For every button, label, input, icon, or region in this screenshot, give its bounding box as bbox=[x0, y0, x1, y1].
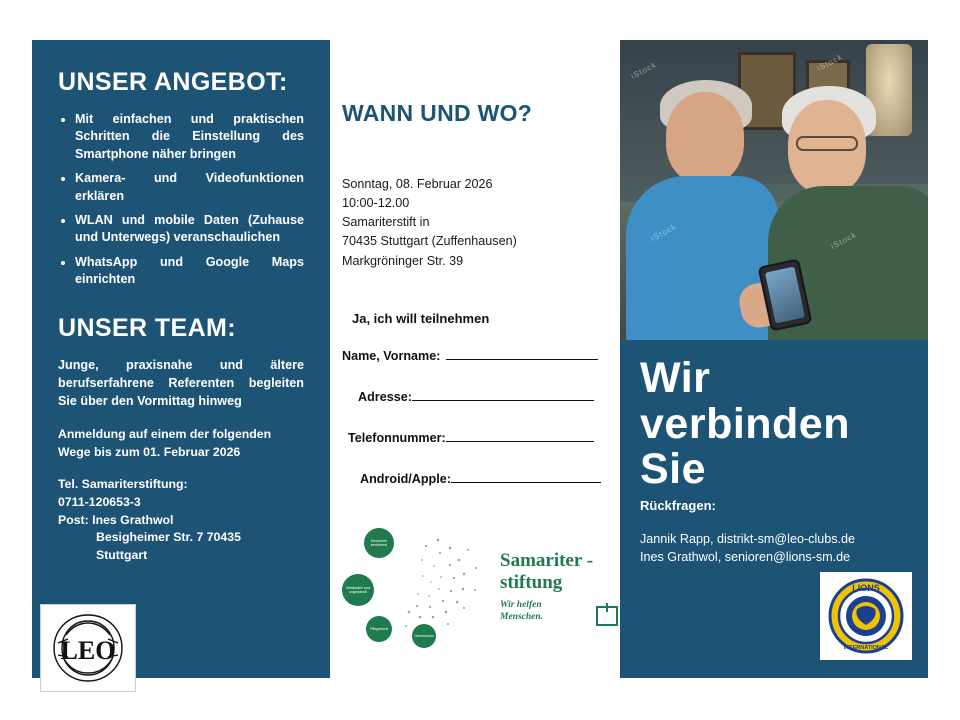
contact-email-2: Ines Grathwol, senioren@lions-sm.de bbox=[640, 550, 851, 565]
lions-logo-bottom-text: INTERNATIONAL bbox=[843, 645, 889, 651]
phone-label: Tel. Samariterstiftung: bbox=[58, 476, 188, 491]
form-row-address bbox=[342, 389, 602, 404]
samariter-line1: Samariter - bbox=[500, 550, 594, 571]
samariterstiftung-wordmark bbox=[500, 550, 620, 623]
questions-label: Rückfragen: bbox=[640, 498, 716, 513]
title-line-3: Sie bbox=[640, 445, 707, 494]
left-panel bbox=[32, 40, 330, 678]
post-label: Post: Ines Grathwol bbox=[58, 512, 174, 527]
watermark-text: iStock bbox=[829, 230, 859, 251]
watermark-text: iStock bbox=[649, 222, 679, 243]
samariter-claim1: Wir helfen bbox=[500, 599, 542, 610]
post-street: Besigheimer Str. 7 70435 bbox=[96, 530, 241, 545]
signup-note: Anmeldung auf einem der folgenden Wege bis zum 01. Februar 2026 bbox=[58, 427, 272, 460]
samariter-claim2: Menschen. bbox=[500, 611, 544, 622]
form-label-device: Android/Apple: bbox=[360, 471, 451, 486]
device-input[interactable] bbox=[451, 471, 601, 483]
samariter-line2: stiftung bbox=[500, 571, 563, 593]
spiral-bubble: Verlässlich und zugewandt bbox=[342, 574, 374, 606]
name-input[interactable] bbox=[446, 348, 598, 360]
form-row-device bbox=[342, 471, 602, 486]
form-label-phone: Telefonnummer: bbox=[348, 430, 446, 445]
phone-input[interactable] bbox=[446, 430, 594, 442]
samariter-house-icon bbox=[596, 602, 618, 626]
spiral-bubble: Menschen berührend bbox=[364, 528, 394, 558]
form-row-phone bbox=[342, 430, 602, 445]
event-date: Sonntag, 08. Februar 2026 bbox=[342, 177, 493, 191]
list-item: • Kamera- und Videofunktionen erklären bbox=[75, 170, 304, 205]
contact-email-1: Jannik Rapp, distrikt-sm@leo-clubs.de bbox=[640, 532, 856, 546]
leo-logo-text: LEO bbox=[60, 636, 116, 665]
offer-heading: UNSER ANGEBOT: bbox=[58, 68, 288, 96]
leo-club-logo bbox=[40, 604, 136, 692]
samariterstiftung-logo-area bbox=[340, 520, 620, 670]
offer-list bbox=[58, 111, 304, 288]
event-street: Markgröninger Str. 39 bbox=[342, 253, 464, 268]
spiral-bubble: Pflegerisch bbox=[366, 616, 392, 642]
phone-number: 0711-120653-3 bbox=[58, 494, 141, 509]
list-item: • WhatsApp und Google Maps einrichten bbox=[75, 254, 304, 289]
team-heading: UNSER TEAM: bbox=[58, 314, 237, 343]
list-item: • Mit einfachen und praktischen Schritten die Einstellung des Smartphone näher bringen bbox=[75, 111, 304, 163]
title-line-2: verbinden bbox=[640, 399, 850, 448]
when-where-heading: WANN UND WO? bbox=[342, 100, 533, 126]
form-label-address: Adresse: bbox=[358, 389, 412, 404]
list-item: • WLAN und mobile Daten (Zuhause und Unterwegs) veranschaulichen bbox=[75, 212, 304, 247]
seniors-with-smartphone-photo bbox=[620, 40, 928, 340]
team-text: Junge, praxisnahe und ältere berufserfahrene Referenten begleiten Sie über den Vormittag hinweg bbox=[58, 358, 304, 408]
watermark-text: iStock bbox=[815, 52, 845, 73]
post-city: Stuttgart bbox=[96, 548, 148, 563]
right-panel bbox=[620, 40, 928, 678]
lions-logo-top-text: LIONS bbox=[852, 583, 880, 593]
lions-club-logo bbox=[820, 572, 912, 660]
spiral-bubble: Gemeinsam bbox=[412, 624, 436, 648]
event-details bbox=[342, 175, 602, 271]
event-city: 70435 Stuttgart (Zuffenhausen) bbox=[342, 234, 517, 249]
form-title: Ja, ich will teilnehmen bbox=[352, 310, 490, 326]
address-input[interactable] bbox=[412, 389, 594, 401]
right-contact-block bbox=[640, 530, 855, 567]
event-place: Samariterstift in bbox=[342, 215, 430, 230]
watermark-text: iStock bbox=[629, 60, 659, 81]
form-label-name: Name, Vorname: bbox=[342, 348, 441, 363]
page-title bbox=[640, 356, 920, 493]
form-row-name bbox=[342, 348, 602, 363]
left-contact-block bbox=[58, 476, 304, 565]
event-time: 10:00-12.00 bbox=[342, 196, 410, 211]
title-line-1: Wir bbox=[640, 354, 711, 402]
